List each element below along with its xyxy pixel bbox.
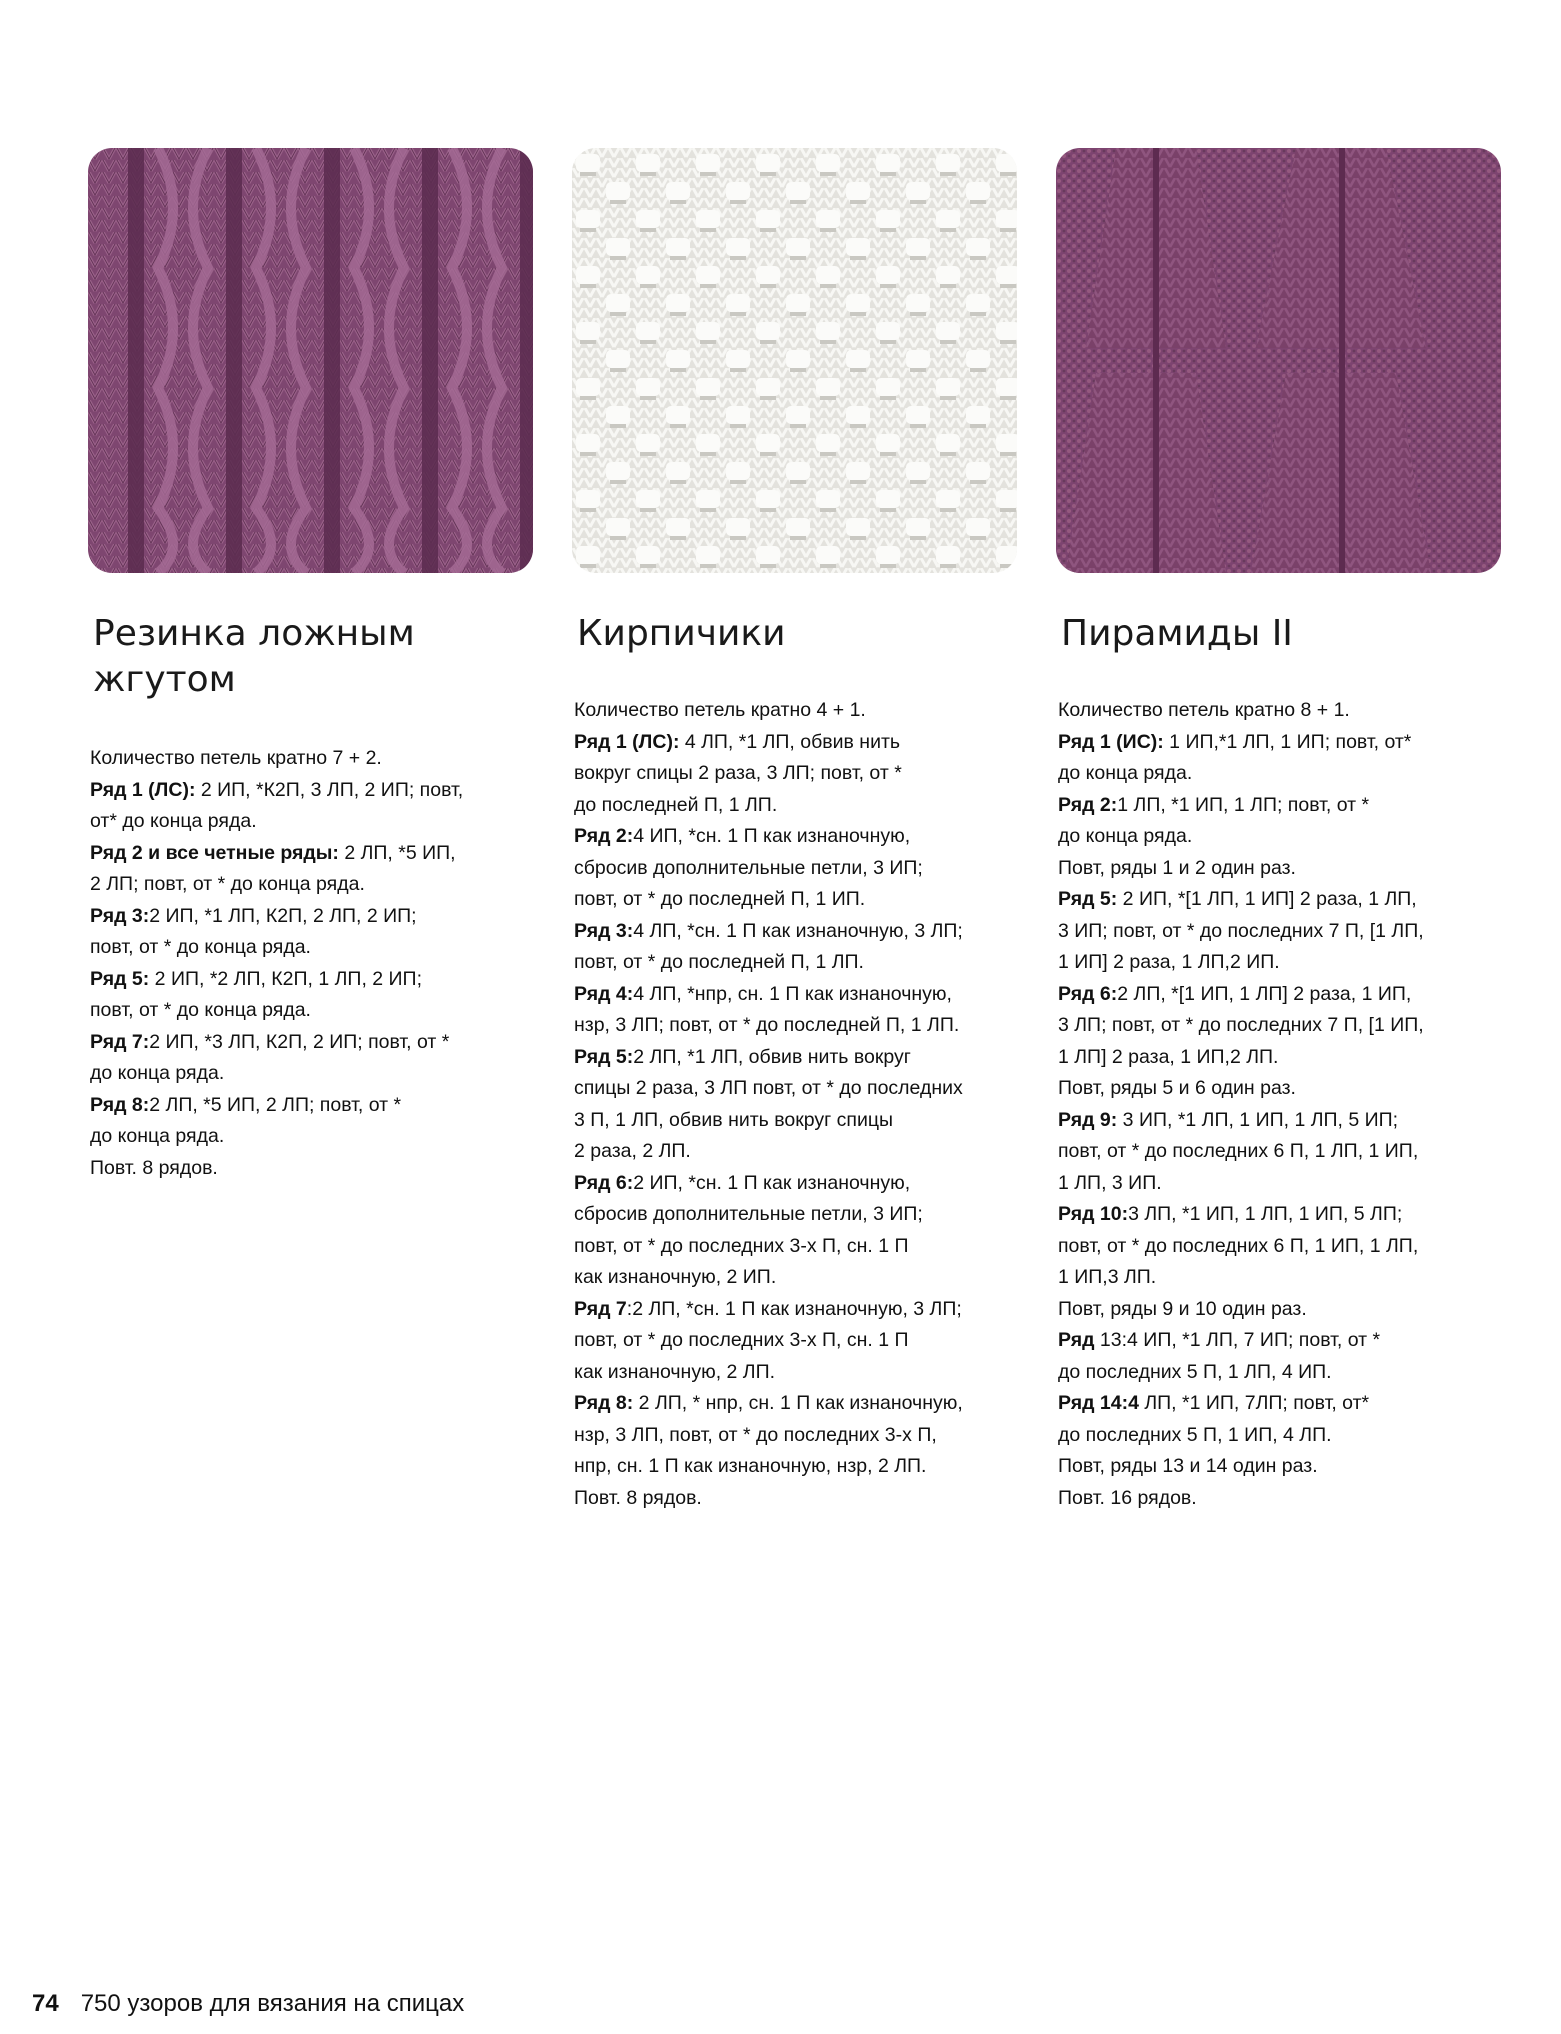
- instruction-line: до конца ряда.: [1058, 762, 1193, 784]
- instruction-line: Ряд 5: 2 ИП, *[1 ЛП, 1 ИП] 2 раза, 1 ЛП,: [1058, 888, 1417, 910]
- instruction-line: повт, от * до последних 3-х П, сн. 1 П: [574, 1329, 909, 1351]
- instruction-line: Повт, ряды 5 и 6 один раз.: [1058, 1077, 1296, 1099]
- instruction-line: 3 П, 1 ЛП, обвив нить вокруг спицы: [574, 1108, 894, 1131]
- instruction-line: повт, от * до последних 6 П, 1 ЛП, 1 ИП,: [1058, 1140, 1419, 1162]
- instruction-line: Ряд 2 и все четные ряды: 2 ЛП, *5 ИП,: [90, 841, 456, 864]
- instruction-line: Повт, ряды 9 и 10 один раз.: [1058, 1297, 1307, 1320]
- instruction-line: Ряд 7:2 ИП, *3 ЛП, К2П, 2 ИП; повт, от *: [90, 1030, 450, 1053]
- instruction-line: до конца ряда.: [1058, 825, 1193, 847]
- page-number: 74: [32, 1990, 59, 2017]
- pattern-title: Пирамиды II: [1061, 613, 1293, 654]
- bricks-swatch: [572, 148, 1017, 573]
- instruction-line: Ряд 6:2 ЛП, *[1 ИП, 1 ЛП] 2 раза, 1 ИП,: [1058, 982, 1412, 1005]
- instruction-line: Количество петель кратно 4 + 1.: [574, 699, 866, 721]
- instruction-line: Ряд 1 (ЛС): 2 ИП, *К2П, 3 ЛП, 2 ИП; повт,: [90, 778, 464, 801]
- instruction-line: сбросив дополнительные петли, 3 ИП;: [574, 856, 923, 879]
- instruction-line: 3 ИП; повт, от * до последних 7 П, [1 ЛП,: [1058, 919, 1424, 942]
- instruction-line: до последней П, 1 ЛП.: [574, 793, 778, 816]
- instruction-line: сбросив дополнительные петли, 3 ИП;: [574, 1203, 923, 1225]
- pattern-instructions: [1058, 695, 1501, 1514]
- instruction-line: 1 ИП,3 ЛП.: [1058, 1266, 1157, 1288]
- instruction-line: до конца ряда.: [90, 1125, 225, 1147]
- pyramids-swatch: [1056, 148, 1501, 573]
- page-footer: [32, 1990, 464, 2018]
- instruction-line: Ряд 8: 2 ЛП, * нпр, сн. 1 П как изнаночную,: [574, 1392, 963, 1414]
- instruction-line: спицы 2 раза, 3 ЛП повт, от * до последних: [574, 1077, 963, 1099]
- instruction-line: до последних 5 П, 1 ЛП, 4 ИП.: [1058, 1360, 1332, 1383]
- instruction-line: Ряд 4:4 ЛП, *нпр, сн. 1 П как изнаночную,: [574, 982, 952, 1005]
- pattern-title: Кирпичики: [577, 613, 786, 654]
- instruction-line: 1 ЛП] 2 раза, 1 ИП,2 ЛП.: [1058, 1045, 1279, 1068]
- instruction-line: Количество петель кратно 8 + 1.: [1058, 699, 1350, 721]
- pattern-instructions: [90, 743, 533, 1184]
- instruction-line: Ряд 2:4 ИП, *сн. 1 П как изнаночную,: [574, 825, 911, 847]
- instruction-line: как изнаночную, 2 ИП.: [574, 1266, 777, 1288]
- instruction-line: Ряд 5:2 ЛП, *1 ЛП, обвив нить вокруг: [574, 1045, 911, 1068]
- instruction-line: Повт. 8 рядов.: [90, 1156, 218, 1179]
- instruction-line: 1 ИП] 2 раза, 1 ЛП,2 ИП.: [1058, 951, 1280, 973]
- instruction-line: Ряд 5: 2 ИП, *2 ЛП, К2П, 1 ЛП, 2 ИП;: [90, 967, 422, 990]
- instruction-line: Количество петель кратно 7 + 2.: [90, 747, 382, 769]
- instruction-line: Ряд 9: 3 ИП, *1 ЛП, 1 ИП, 1 ЛП, 5 ИП;: [1058, 1108, 1399, 1131]
- instruction-line: повт, от * до последних 6 П, 1 ИП, 1 ЛП,: [1058, 1234, 1419, 1257]
- instruction-line: Ряд 1 (ЛС): 4 ЛП, *1 ЛП, обвив нить: [574, 730, 901, 753]
- instruction-line: 2 ЛП; повт, от * до конца ряда.: [90, 873, 365, 895]
- instruction-line: как изнаночную, 2 ЛП.: [574, 1360, 776, 1383]
- instruction-line: Ряд 13:4 ИП, *1 ЛП, 7 ИП; повт, от *: [1058, 1329, 1381, 1351]
- pattern-instructions: [574, 695, 1017, 1514]
- pattern-column-3: [1056, 148, 1501, 1514]
- instruction-line: Повт. 16 рядов.: [1058, 1486, 1197, 1509]
- instruction-line: повт, от * до последней П, 1 ИП.: [574, 888, 866, 910]
- instruction-line: повт, от * до последней П, 1 ЛП.: [574, 951, 864, 973]
- instruction-line: Ряд 3:4 ЛП, *сн. 1 П как изнаночную, 3 ЛП;: [574, 919, 963, 942]
- instruction-line: 3 ЛП; повт, от * до последних 7 П, [1 ИП,: [1058, 1014, 1424, 1036]
- instruction-line: Повт, ряды 1 и 2 один раз.: [1058, 856, 1296, 879]
- instruction-line: нпр, сн. 1 П как изнаночную, нзр, 2 ЛП.: [574, 1455, 927, 1477]
- instruction-line: Повт. 8 рядов.: [574, 1486, 702, 1509]
- instruction-line: Ряд 14:4 ЛП, *1 ИП, 7ЛП; повт, от*: [1058, 1392, 1370, 1414]
- instruction-line: Ряд 8:2 ЛП, *5 ИП, 2 ЛП; повт, от *: [90, 1093, 402, 1116]
- instruction-line: Ряд 1 (ИС): 1 ИП,*1 ЛП, 1 ИП; повт, от*: [1058, 730, 1412, 753]
- instruction-line: Ряд 7:2 ЛП, *сн. 1 П как изнаночную, 3 ЛП;: [574, 1297, 962, 1320]
- instruction-line: Ряд 6:2 ИП, *сн. 1 П как изнаночную,: [574, 1171, 911, 1194]
- instruction-line: до конца ряда.: [90, 1062, 225, 1084]
- instruction-line: повт, от * до конца ряда.: [90, 999, 311, 1021]
- instruction-line: Ряд 3:2 ИП, *1 ЛП, К2П, 2 ЛП, 2 ИП;: [90, 904, 417, 927]
- instruction-line: Повт, ряды 13 и 14 один раз.: [1058, 1455, 1318, 1477]
- pattern-title: Резинка ложным жгутом: [93, 613, 415, 700]
- instruction-line: Ряд 10:3 ЛП, *1 ИП, 1 ЛП, 1 ИП, 5 ЛП;: [1058, 1203, 1403, 1225]
- instruction-line: Ряд 2:1 ЛП, *1 ИП, 1 ЛП; повт, от *: [1058, 793, 1370, 816]
- instruction-line: от* до конца ряда.: [90, 810, 257, 832]
- instruction-line: 2 раза, 2 ЛП.: [574, 1140, 691, 1162]
- book-title: 750 узоров для вязания на спицах: [80, 1990, 465, 2017]
- instruction-line: повт, от * до конца ряда.: [90, 936, 311, 958]
- instruction-line: 1 ЛП, 3 ИП.: [1058, 1171, 1162, 1194]
- pattern-column-1: [88, 148, 533, 1184]
- instruction-line: нзр, 3 ЛП, повт, от * до последних 3-х П,: [574, 1423, 937, 1446]
- instruction-line: повт, от * до последних 3-х П, сн. 1 П: [574, 1234, 909, 1257]
- pattern-column-2: [572, 148, 1017, 1514]
- instruction-line: до последних 5 П, 1 ИП, 4 ЛП.: [1058, 1423, 1332, 1446]
- false-cable-rib-swatch: [88, 148, 533, 573]
- instruction-line: нзр, 3 ЛП; повт, от * до последней П, 1 ЛП.: [574, 1014, 960, 1036]
- instruction-line: вокруг спицы 2 раза, 3 ЛП; повт, от *: [574, 762, 902, 784]
